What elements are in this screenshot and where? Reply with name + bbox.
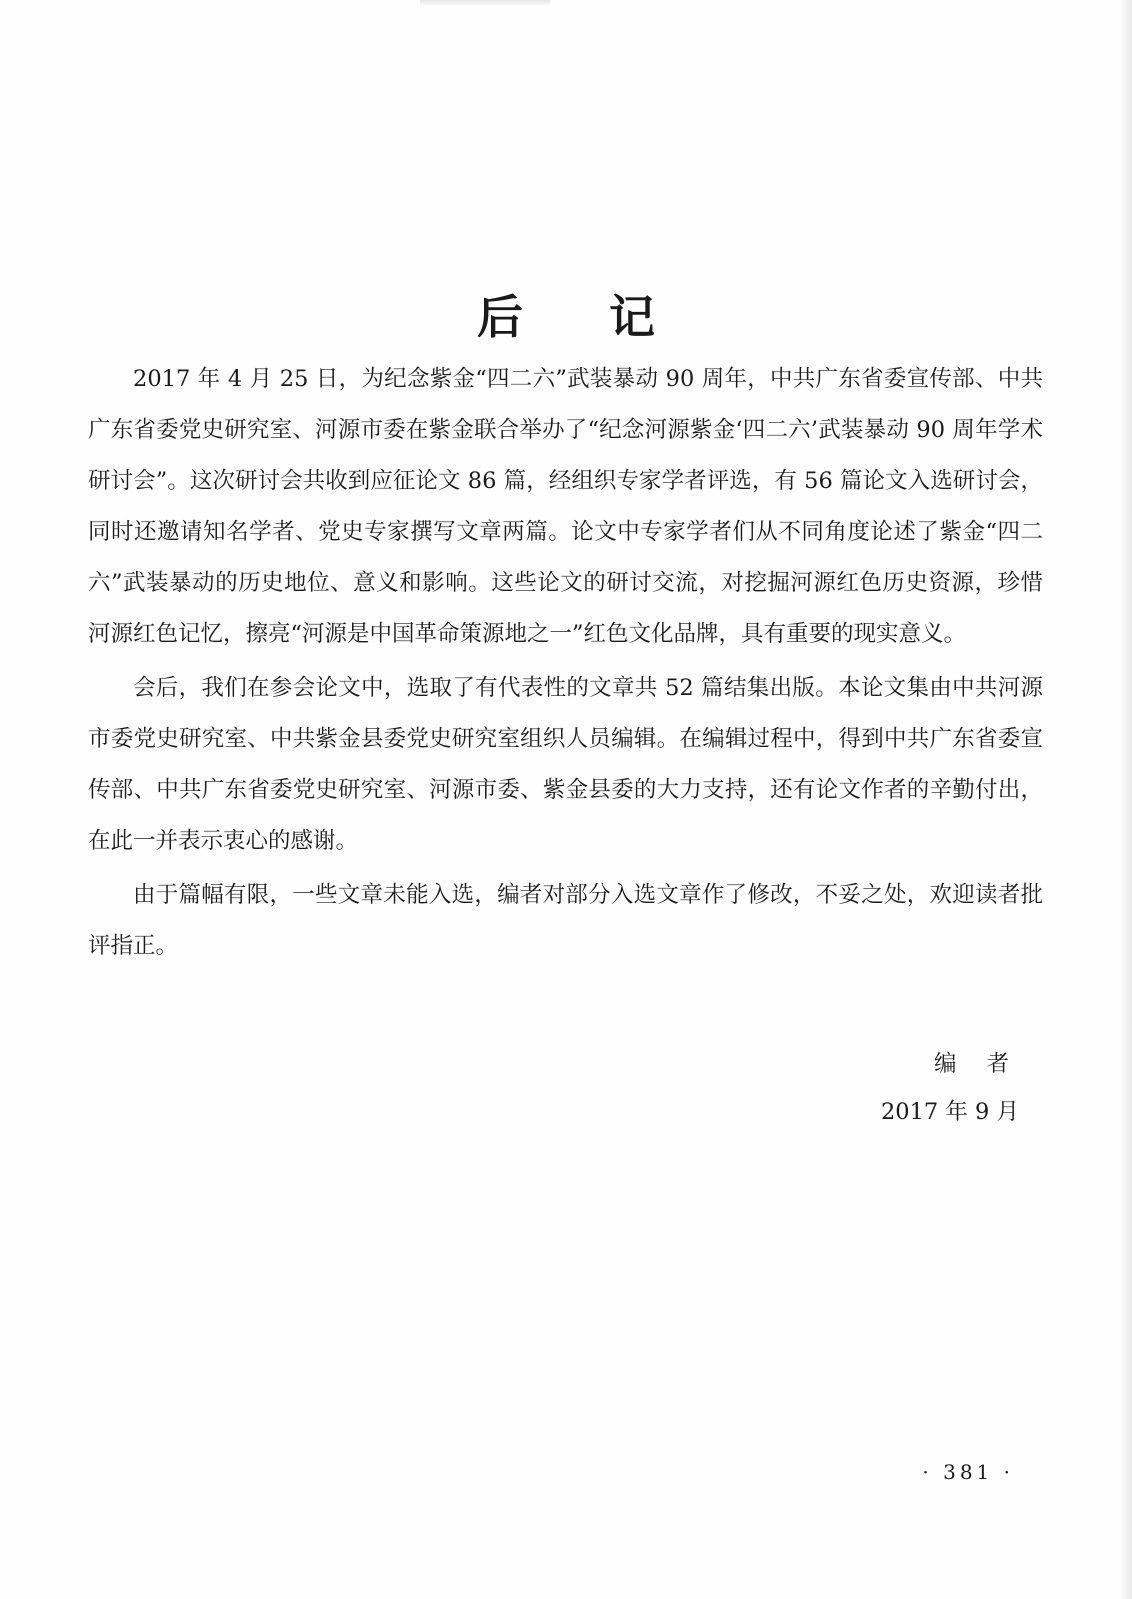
body-text [88, 354, 1043, 972]
signature-author: 编者 [933, 1051, 1039, 1077]
paragraph-1: 2017 年 4 月 25 日，为纪念紫金“四二六”武装暴动 90 周年，中共广东省委宣传部、中共广东省委党史研究室、河源市委在紫金联合举办了“纪念河源紫金‘四二六’武装暴动 90 周年学术研讨会”。这次研讨会共收到应征论文 86 篇，经组织专家学者评选，有 56 篇论文入选研讨会，同时还邀请知名学者、党史专家撰写文章两篇。论文中专家学者们从不同角度论述了紫金“四二六”武装暴动的历史地位、意义和影响。这些论文的研讨交流，对挖掘河源红色历史资源，珍惜河源红色记忆，擦亮“河源是中国革命策源地之一”红色文化品牌，具有重要的现实意义。 [88, 366, 1043, 647]
signature-date: 2017 年 9 月 [880, 1099, 1019, 1125]
signature-block [880, 1040, 1039, 1136]
paragraph-3: 由于篇幅有限，一些文章未能入选，编者对部分入选文章作了修改，不妥之处，欢迎读者批评指正。 [88, 882, 1043, 959]
scan-shadow-edge [1118, 0, 1132, 1599]
page-number: · 381 · [922, 1460, 1014, 1484]
page-title [0, 281, 1132, 347]
paragraph-2: 会后，我们在参会论文中，选取了有代表性的文章共 52 篇结集出版。本论文集由中共河源市委党史研究室、中共紫金县委党史研究室组织人员编辑。在编辑过程中，得到中共广东省委宣传部、中共广东省委党史研究室、河源市委、紫金县委的大力支持，还有论文作者的辛勤付出，在此一并表示衷心的感谢。 [88, 675, 1043, 854]
scan-shadow-top [420, 0, 550, 6]
title-char-2: 记 [609, 289, 655, 344]
title-char-1: 后 [477, 289, 523, 344]
